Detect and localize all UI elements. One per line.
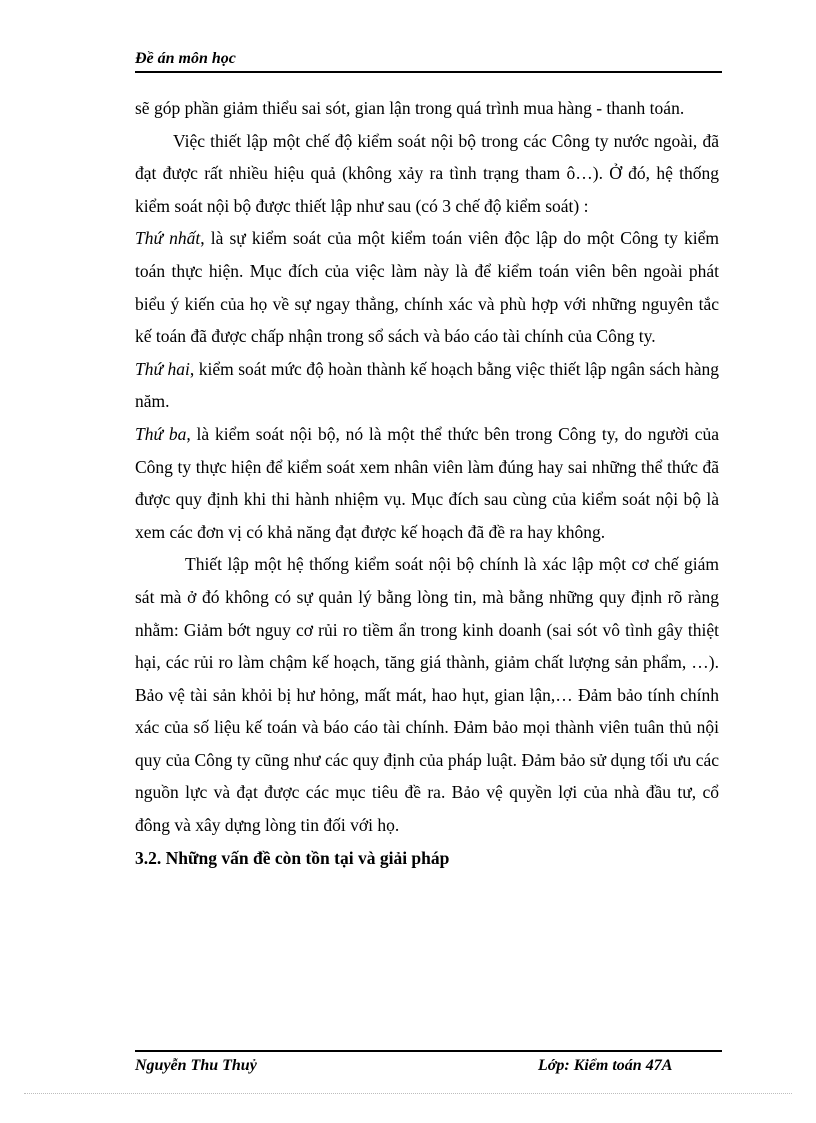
third-control-lead: Thứ ba [135, 423, 187, 444]
third-control-text: , là kiểm soát nội bộ, nó là một thể thức bên trong Công ty, do người của Công ty thực hiện để kiểm soát xem nhân viên làm đúng hay sai những thể thức đã được quy định khi thi hành nhiệm vụ. Mục đích sau cùng của kiểm soát nội bộ là xem các đơn vị có khả năng đạt được kế hoạch đã đề ra hay không. [135, 423, 719, 542]
paragraph-foreign-companies: Việc thiết lập một chế độ kiểm soát nội bộ trong các Công ty nước ngoài, đã đạt được rất nhiều hiệu quả (không xảy ra tình trạng tham ô…). Ở đó, hệ thống kiểm soát nội bộ được thiết lập như sau (có 3 chế độ kiểm soát) : [135, 130, 719, 216]
section-heading: 3.2. Những vấn đề còn tồn tại và giải pháp [135, 847, 450, 868]
footer-class: Lớp: Kiểm toán 47A [538, 1057, 673, 1074]
paragraph-internal-control-system: Thiết lập một hệ thống kiểm soát nội bộ chính là xác lập một cơ chế giám sát mà ở đó không có sự quản lý bằng lòng tin, mà bằng những quy định rõ ràng nhằm: Giảm bớt nguy cơ rủi ro tiềm ẩn trong kinh doanh (sai sót vô tình gây thiệt hại, các rủi ro làm chậm kế hoạch, tăng giá thành, giảm chất lượng sản phẩm, …). Bảo vệ tài sản khỏi bị hư hỏng, mất mát, hao hụt, gian lận,… Đảm bảo tính chính xác của số liệu kế toán và báo cáo tài chính. Đảm bảo mọi thành viên tuân thủ nội quy của Công ty cũng như các quy định của pháp luật. Đảm bảo sử dụng tối ưu các nguồn lực và đạt được các mục tiêu đề ra. Bảo vệ quyền lợi của nhà đầu tư, cổ đông và xây dựng lòng tin đối với họ. [135, 554, 719, 836]
second-control-lead: Thứ hai [135, 358, 190, 379]
paragraph-continuation: sẽ góp phần giảm thiểu sai sót, gian lận trong quá trình mua hàng - thanh toán. [135, 98, 685, 118]
header-title: Đề án môn học [135, 50, 236, 67]
document-body [135, 92, 719, 874]
footer-author: Nguyễn Thu Thuỷ [135, 1057, 257, 1074]
paragraph-second-control [135, 353, 719, 418]
page-header [135, 48, 722, 73]
footer-divider [135, 1050, 722, 1052]
second-control-text: , kiểm soát mức độ hoàn thành kế hoạch bằng việc thiết lập ngân sách hàng năm. [135, 358, 719, 412]
page-bottom-edge [24, 1093, 792, 1094]
first-control-text: , là sự kiểm soát của một kiểm toán viên độc lập do một Công ty kiểm toán thực hiện. Mục đích của việc làm này là để kiểm toán viên bên ngoài phát biểu ý kiến của họ về sự ngay thẳng, chính xác và phù hợp với những nguyên tắc kế toán đã được chấp nhận trong sổ sách và báo cáo tài chính của Công ty. [135, 228, 720, 347]
paragraph-third-control [135, 418, 719, 548]
first-control-lead: Thứ nhất [135, 228, 201, 249]
paragraph-first-control [135, 222, 719, 352]
